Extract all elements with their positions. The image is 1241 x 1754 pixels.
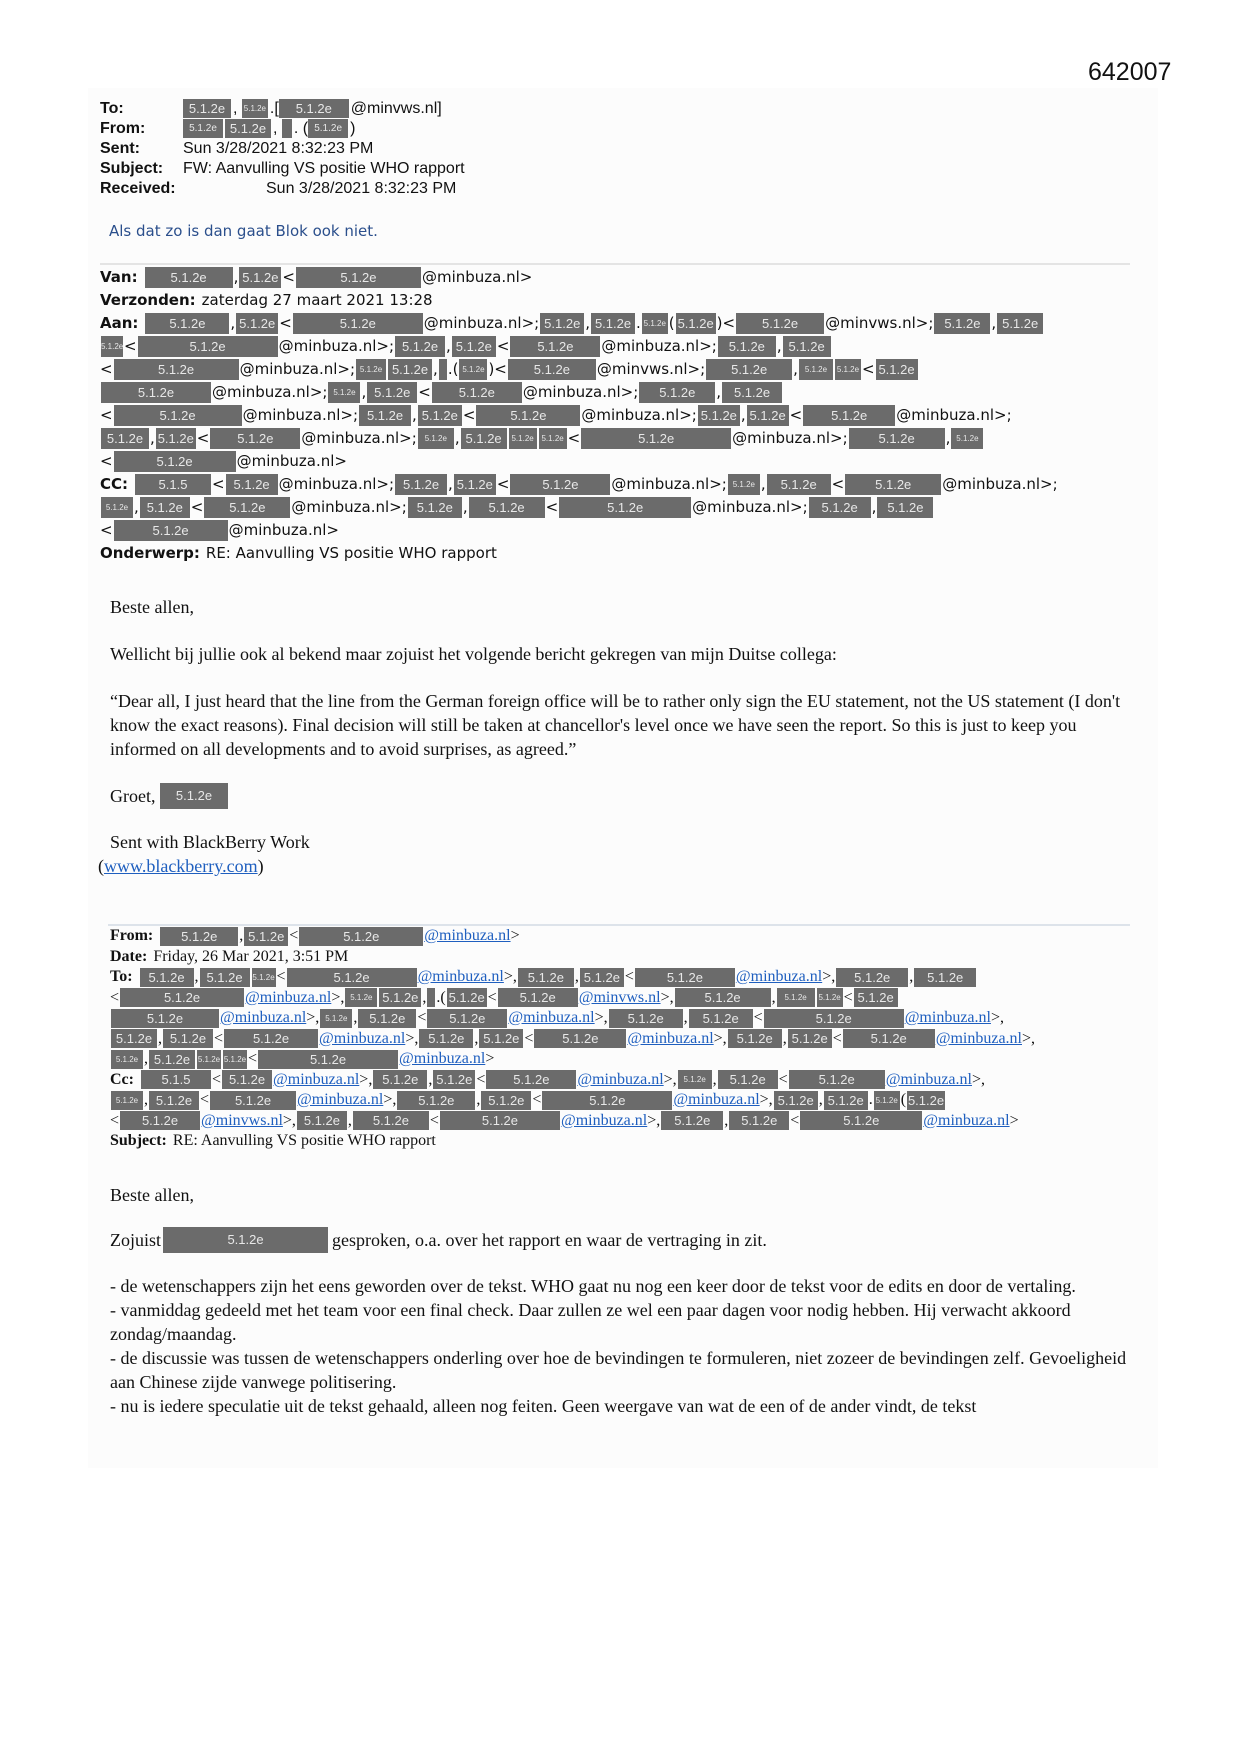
message2-header: [110, 926, 1035, 1152]
onderwerp-value: RE: Aanvulling VS positie WHO rapport: [205, 544, 497, 562]
subject-value: FW: Aanvulling VS positie WHO rapport: [183, 160, 465, 177]
redaction: 5.1.2e: [163, 1227, 328, 1253]
redaction: 5.1.2e: [452, 336, 496, 357]
redaction: [427, 988, 435, 1007]
redaction: 5.1.2e: [114, 405, 242, 426]
redaction: 5.1.2e: [461, 428, 507, 449]
email-domain: @minbuza.nl>;: [242, 406, 359, 424]
redaction: 5.1.2e: [101, 336, 123, 357]
redaction: 5.1.2e: [459, 359, 487, 380]
message1-quote: “Dear all, I just heard that the line from the German foreign office will be to rather only sign the EU statement, not the US statement (I don't know the exact reasons). Final decision will still be taken at chancellor's level once we have seen the report. So this is just to keep you informed on all developments and to avoid surprises, as agreed.”: [110, 691, 1121, 759]
email-domain: @minvws.nl>;: [596, 360, 706, 378]
to-domain: @minvws.nl]: [350, 100, 442, 117]
redaction: 5.1.2e: [138, 336, 278, 357]
closing-text: Groet,: [110, 786, 156, 806]
redaction: 5.1.2e: [876, 359, 918, 380]
redaction: 5.1.2e: [800, 1111, 922, 1130]
redaction: 5.1.2e: [540, 313, 584, 334]
cc-label: Cc:: [110, 1070, 134, 1088]
email-domain: @minbuza.nl>;: [522, 383, 639, 401]
redaction: 5.1.2e: [448, 990, 485, 1006]
redaction: 5.1.2e: [258, 1050, 398, 1069]
redaction: 5.1.2e: [774, 1091, 818, 1110]
onderwerp-label: Onderwerp:: [100, 544, 200, 562]
redaction: 5.1.2e: [510, 336, 600, 357]
redaction: 5.1.2e: [388, 359, 432, 380]
van-label: Van:: [100, 268, 138, 286]
redaction: 5.1.2e: [279, 99, 349, 118]
email-link[interactable]: @minbuza.nl: [935, 1029, 1022, 1047]
email-domain: @minbuza.nl>;: [278, 337, 395, 355]
redaction: 5.1.2e: [408, 497, 462, 518]
cc-label: CC:: [100, 475, 129, 493]
document-id: 642007: [1088, 58, 1172, 86]
email-link[interactable]: @minbuza.nl: [424, 927, 511, 944]
redaction: 5.1.2e: [244, 927, 288, 946]
to-row-2: < 5.1.2e @minbuza.nl >, 5.1.2e 5.1.2e , .( 5.1.2e < 5.1.2e @minvws.nl >, 5.1.2e , 5.1.2e 5.1.2e < 5.1.2e: [110, 988, 1035, 1009]
redaction: 5.1.2e: [736, 313, 824, 334]
redaction: 5.1.2e: [706, 359, 792, 380]
redaction: 5.1.2e: [210, 428, 300, 449]
email-link[interactable]: @minbuza.nl: [560, 1111, 648, 1129]
redaction: 5.1.2e: [508, 359, 596, 380]
email-link[interactable]: @minbuza.nl: [885, 1070, 972, 1088]
redaction: 5.1.2e: [101, 428, 149, 449]
message1-header: [100, 266, 1058, 565]
email-link[interactable]: @minbuza.nl: [399, 1050, 486, 1067]
redaction: 5.1.2e: [367, 382, 417, 403]
redaction: 5.1.2e: [287, 968, 417, 987]
redaction: 5.1.2e: [397, 1091, 475, 1110]
email-domain: @minbuza.nl>;: [301, 429, 417, 447]
redaction: 5.1.2e: [226, 474, 278, 495]
redaction: 5.1.2e: [145, 313, 229, 334]
redaction: 5.1.2e: [580, 968, 624, 987]
bullet-item: - de discussie was tussen de wetenschappers onderling over hoe de bevindingen te formuleren, niet zozeer de bevindingen zelf. Gevoeligheid aan Chinese zijde vanwege politisering.: [110, 1348, 1127, 1392]
cc-row-2: 5.1.2e , 5.1.2e < 5.1.2e @minbuza.nl >, 5.1.2e , 5.1.2e < 5.1.2e @minbuza.nl >, 5.1.2e , 5.1.2e . 5.1.2e ( 5.1.2e: [110, 1090, 1035, 1111]
redaction: 5.1.2e: [722, 382, 782, 403]
email-link[interactable]: @minbuza.nl: [273, 1070, 360, 1088]
separator: [100, 263, 1130, 265]
redaction: 5.1.2e: [747, 405, 789, 426]
message1-signature: Sent with BlackBerry Work: [110, 832, 310, 852]
redaction: 5.1.2e: [120, 1111, 200, 1130]
email-link[interactable]: @minbuza.nl: [735, 968, 823, 985]
van-row: Van: 5.1.2e , 5.1.2e < 5.1.2e @minbuza.nl>: [100, 266, 1058, 289]
redaction: 5.1.2e: [293, 313, 423, 334]
redaction: 5.1.2e: [379, 988, 421, 1007]
redaction: 5.1.2e: [418, 405, 462, 426]
redaction: 5.1.2e: [609, 1009, 683, 1028]
aan-row-2: 5.1.2e < 5.1.2e @minbuza.nl>; 5.1.2e , 5.1.2e < 5.1.2e @minbuza.nl>; 5.1.2e , 5.1.2e: [100, 335, 1058, 358]
redaction: 5.1.2e: [799, 359, 833, 380]
redaction: 5.1.2e: [114, 520, 228, 541]
redaction: 5.1.2e: [642, 313, 668, 334]
redaction: 5.1.2e: [111, 1009, 219, 1028]
redaction: 5.1.2e: [729, 1111, 789, 1130]
sent-row: [100, 139, 465, 159]
email-domain: @minbuza.nl>: [228, 521, 339, 539]
redaction: 5.1.2e: [767, 474, 831, 495]
aan-row-4: 5.1.2e @minbuza.nl>; 5.1.2e , 5.1.2e < 5.1.2e @minbuza.nl>; 5.1.2e , 5.1.2e: [100, 381, 1058, 404]
to-row-5: 5.1.2e , 5.1.2e 5.1.2e 5.1.2e < 5.1.2e @minbuza.nl >: [110, 1049, 1035, 1070]
redaction: 5.1.2e: [951, 428, 983, 449]
redaction: 5.1.2e: [783, 336, 831, 357]
redaction: 5.1.2e: [296, 267, 421, 288]
redaction: 5.1.5: [135, 474, 211, 495]
redaction: 5.1.2e: [454, 474, 496, 495]
redaction: 5.1.2e: [639, 382, 715, 403]
redaction: 5.1.2e: [476, 405, 580, 426]
verzonden-label: Verzonden:: [100, 291, 196, 309]
line1-suffix: gesproken, o.a. over het rapport en waar de vertraging in zit.: [332, 1230, 767, 1250]
redaction: 5.1.2e: [160, 927, 238, 946]
redaction: 5.1.2e: [149, 1050, 195, 1069]
bullet-item: - vanmiddag gedeeld met het team voor een final check. Daar zullen ze wel een paar dagen voor nodig hebben. Hij verwacht akkoord zondag/maandag.: [110, 1300, 1071, 1344]
redaction: 5.1.2e: [581, 428, 731, 449]
redaction: 5.1.2e: [160, 783, 228, 809]
redaction: 5.1.2e: [777, 988, 815, 1007]
redaction: 5.1.2e: [469, 497, 545, 518]
subject-label: Subject:: [110, 1132, 167, 1149]
redaction: 5.1.2e: [824, 1091, 868, 1110]
redaction: 5.1.2e: [356, 359, 386, 380]
redaction: 5.1.2e: [486, 1070, 576, 1089]
cc-row-2: 5.1.2e , 5.1.2e < 5.1.2e @minbuza.nl>; 5.1.2e , 5.1.2e < 5.1.2e @minbuza.nl>; 5.1.2e , 5.1.2e: [100, 496, 1058, 519]
redaction: 5.1.2e: [689, 1009, 753, 1028]
sent-value: Sun 3/28/2021 8:32:23 PM: [183, 140, 374, 157]
redaction: 5.1.2e: [518, 968, 574, 987]
redaction: 5.1.2e: [718, 336, 776, 357]
redaction: 5.1.2e: [359, 405, 411, 426]
redaction: 5.1.2e: [252, 968, 276, 987]
redaction: 5.1.2e: [676, 313, 716, 334]
aan-row-7: < 5.1.2e @minbuza.nl>: [100, 450, 1058, 473]
redaction: 5.1.2e: [698, 405, 740, 426]
to-row-4: 5.1.2e , 5.1.2e < 5.1.2e @minbuza.nl >, 5.1.2e , 5.1.2e < 5.1.2e @minbuza.nl >, 5.1.2e , 5.1.2e < 5.1.2e @minbuza.nl >,: [110, 1029, 1035, 1050]
redaction: 5.1.2e: [225, 119, 271, 138]
redaction: 5.1.2e: [236, 313, 278, 334]
redaction: 5.1.2e: [764, 1009, 904, 1028]
redaction: 5.1.2e: [914, 968, 976, 987]
redaction: 5.1.2e: [678, 1070, 712, 1089]
redaction: 5.1.2e: [299, 927, 423, 946]
redaction: 5.1.2e: [419, 1029, 473, 1048]
redaction: 5.1.2e: [353, 1111, 429, 1130]
email-link[interactable]: @minvws.nl: [201, 1111, 283, 1129]
redaction: 5.1.2e: [849, 428, 945, 449]
verzonden-value: zaterdag 27 maart 2021 13:28: [201, 291, 433, 309]
email-domain: @minbuza.nl>;: [278, 475, 395, 493]
forward-note: Als dat zo is dan gaat Blok ook niet.: [109, 222, 378, 240]
redaction: 5.1.2e: [222, 1070, 272, 1089]
email-link[interactable]: @minbuza.nl: [220, 1009, 307, 1026]
redaction: 5.1.2e: [111, 1050, 143, 1069]
subject-label: Subject:: [100, 160, 164, 177]
redaction: 5.1.2e: [635, 968, 735, 987]
redaction: 5.1.2e: [817, 988, 843, 1007]
redaction: 5.1.2e: [183, 119, 223, 138]
message1-intro: Wellicht bij jullie ook al bekend maar zojuist het volgende bericht gekregen van mijn Duitse collega:: [110, 644, 837, 664]
sent-label: Sent:: [100, 140, 140, 157]
redaction: 5.1.2e: [149, 1091, 199, 1110]
received-row: [100, 179, 465, 199]
aan-row-6: 5.1.2e , 5.1.2e < 5.1.2e @minbuza.nl>; 5.1.2e , 5.1.2e 5.1.2e 5.1.2e < 5.1.2e @minbuza.nl>; 5.1.2e , 5.1.2e: [100, 427, 1058, 450]
date-value: Friday, 26 Mar 2021, 3:51 PM: [153, 947, 349, 965]
redaction: 5.1.2e: [843, 1029, 935, 1048]
email-link[interactable]: @minbuza.nl: [923, 1111, 1010, 1129]
subject-row: [100, 159, 465, 179]
received-label: Received:: [100, 180, 176, 197]
redaction: 5.1.2e: [101, 497, 133, 518]
redaction: 5.1.2e: [223, 1050, 247, 1069]
email-link[interactable]: @minbuza.nl: [627, 1029, 714, 1047]
from-label: From:: [100, 120, 146, 137]
redaction: 5.1.2e: [427, 1009, 507, 1028]
message2-line1: [110, 1227, 1130, 1253]
redaction: 5.1.2e: [395, 474, 447, 495]
to-row: To: 5.1.2e , 5.1.2e 5.1.2e < 5.1.2e @minbuza.nl >, 5.1.2e , 5.1.2e < 5.1.2e @minbuza.nl >, 5.1.2e , 5.1.2e: [110, 967, 1035, 988]
redaction: 5.1.2e: [934, 313, 990, 334]
redaction: 5.1.2e: [789, 1070, 885, 1089]
redaction: 5.1.2e: [242, 99, 268, 118]
email-domain: @minbuza.nl>;: [291, 498, 407, 516]
bullet-item: - nu is iedere speculatie uit de tekst gehaald, alleen nog feiten. Geen weergave van wat de een of de ander vindt, de tekst: [110, 1396, 977, 1416]
redaction: 5.1.2e: [120, 988, 244, 1007]
line1-prefix: Zojuist: [110, 1230, 162, 1250]
redaction: 5.1.2e: [183, 99, 231, 118]
date-row: [110, 947, 1035, 968]
received-value: Sun 3/28/2021 8:32:23 PM: [266, 180, 457, 197]
from-row: From: 5.1.2e 5.1.2e , . ( 5.1.2e ): [100, 120, 356, 137]
redaction: 5.1.2e: [845, 474, 941, 495]
date-label: Date:: [110, 947, 148, 965]
aan-row-3: < 5.1.2e @minbuza.nl>; 5.1.2e 5.1.2e , .( 5.1.2e )< 5.1.2e @minvws.nl>; 5.1.2e , 5.1.2e 5.1.2e < 5.1.2e: [100, 358, 1058, 381]
redaction: 5.1.2e: [675, 988, 771, 1007]
redaction: 5.1.2e: [440, 1111, 560, 1130]
email-domain: @minbuza.nl>;: [239, 360, 356, 378]
email-link[interactable]: @minbuza.nl: [904, 1009, 991, 1026]
redaction: 5.1.5: [141, 1070, 211, 1089]
email-domain: @minbuza.nl>;: [732, 429, 848, 447]
verzonden-row: [100, 289, 1058, 312]
redaction: 5.1.2e: [534, 1029, 626, 1048]
email-domain: @minbuza.nl>;: [581, 406, 697, 424]
redaction: 5.1.2e: [197, 1050, 221, 1069]
email-domain: @minbuza.nl>;: [942, 475, 1058, 493]
email-link[interactable]: @minbuza.nl: [417, 968, 504, 985]
redaction: 5.1.2e: [358, 1009, 416, 1028]
email-link[interactable]: @minbuza.nl: [673, 1091, 760, 1108]
redaction: 5.1.2e: [114, 359, 239, 380]
message1-signature-link-wrap: (www.blackberry.com): [98, 856, 264, 876]
redaction: 5.1.2e: [140, 497, 190, 518]
email-domain: @minvws.nl>;: [825, 314, 934, 332]
redaction: 5.1.2e: [224, 1029, 318, 1048]
redaction: 5.1.2e: [718, 1070, 778, 1089]
redaction: 5.1.2e: [510, 474, 610, 495]
redaction: 5.1.2e: [328, 382, 360, 403]
onderwerp-row: [100, 542, 1058, 565]
aan-row-5: < 5.1.2e @minbuza.nl>; 5.1.2e , 5.1.2e < 5.1.2e @minbuza.nl>; 5.1.2e , 5.1.2e < 5.1.2e @minbuza.nl>;: [100, 404, 1058, 427]
redaction: 5.1.2e: [874, 1091, 900, 1110]
email-domain: @minbuza.nl>;: [212, 383, 328, 401]
redaction: 5.1.2e: [239, 267, 281, 288]
redaction: 5.1.2e: [114, 451, 236, 472]
redaction: 5.1.2e: [111, 1029, 157, 1048]
email-domain: @minbuza.nl>;: [611, 475, 727, 493]
redaction: 5.1.2e: [481, 1091, 531, 1110]
to-label: To:: [110, 968, 133, 985]
redaction: 5.1.2e: [163, 1029, 213, 1048]
redaction: 5.1.2e: [395, 336, 445, 357]
redaction: 5.1.2e: [432, 382, 522, 403]
redaction: 5.1.2e: [373, 1070, 427, 1089]
from-label: From:: [110, 927, 154, 944]
message1-greeting: Beste allen,: [110, 597, 194, 617]
email-domain: @minbuza.nl>;: [896, 406, 1012, 424]
cc-row: Cc: 5.1.5 < 5.1.2e @minbuza.nl >, 5.1.2e , 5.1.2e < 5.1.2e @minbuza.nl >, 5.1.2e , 5.1.2e < 5.1.2e @minbuza.nl >,: [110, 1070, 1035, 1091]
redaction: 5.1.2e: [559, 497, 691, 518]
message2-bullets: [110, 1274, 1130, 1418]
van-domain: @minbuza.nl>: [421, 268, 533, 286]
aan-row: Aan: 5.1.2e , 5.1.2e < 5.1.2e @minbuza.nl>; 5.1.2e , 5.1.2e . 5.1.2e ( 5.1.2e )< 5.1.2e @minvws.nl>; 5.1.2e , 5.1.2e: [100, 312, 1058, 335]
email-link[interactable]: @minbuza.nl: [245, 988, 332, 1006]
message2-greeting: Beste allen,: [110, 1185, 194, 1205]
redaction: 5.1.2e: [204, 497, 290, 518]
redaction: 5.1.2e: [836, 968, 908, 987]
redaction: [439, 359, 447, 380]
redaction: 5.1.2e: [809, 497, 871, 518]
from-row: From: 5.1.2e , 5.1.2e < 5.1.2e @minbuza.nl >: [110, 926, 1035, 947]
aan-label: Aan:: [100, 314, 139, 332]
redaction: 5.1.2e: [156, 428, 196, 449]
redaction: 5.1.2e: [539, 428, 567, 449]
redaction: 5.1.2e: [661, 1111, 723, 1130]
redaction: [282, 119, 292, 138]
message1-closing: [110, 783, 228, 809]
redaction: 5.1.2e: [728, 1029, 782, 1048]
redaction: 5.1.2e: [297, 1111, 347, 1130]
email-domain: @minbuza.nl>;: [692, 498, 808, 516]
redaction: 5.1.2e: [835, 359, 861, 380]
to-row: To: 5.1.2e , 5.1.2e .[ 5.1.2e @minvws.nl]: [100, 100, 442, 117]
redaction: 5.1.2e: [591, 313, 635, 334]
redaction: 5.1.2e: [479, 1029, 523, 1048]
redaction: 5.1.2e: [498, 988, 578, 1007]
outer-email-header: [100, 99, 465, 199]
redaction: 5.1.2e: [509, 428, 537, 449]
email-link[interactable]: @minvws.nl: [578, 988, 661, 1006]
redaction: 5.1.2e: [101, 382, 211, 403]
redaction: 5.1.2e: [854, 988, 898, 1007]
redaction: 5.1.2e: [200, 968, 250, 987]
subject-value: RE: Aanvulling VS positie WHO rapport: [172, 1132, 436, 1149]
to-label: To:: [100, 100, 124, 117]
email-link[interactable]: @minbuza.nl: [319, 1029, 406, 1047]
redaction: 5.1.2e: [140, 968, 194, 987]
redaction: 5.1.2e: [418, 428, 454, 449]
bullet-item: - de wetenschappers zijn het eens geworden over de tekst. WHO gaat nu nog een keer door de tekst voor de edits en door de vertaling.: [110, 1276, 1076, 1296]
blackberry-link[interactable]: www.blackberry.com: [104, 856, 258, 876]
redaction: 5.1.2e: [111, 1091, 143, 1110]
email-link[interactable]: @minbuza.nl: [577, 1070, 664, 1088]
cc-row-3: < 5.1.2e @minbuza.nl>: [100, 519, 1058, 542]
email-link[interactable]: @minbuza.nl: [297, 1091, 384, 1108]
cc-row: CC: 5.1.5 < 5.1.2e @minbuza.nl>; 5.1.2e , 5.1.2e < 5.1.2e @minbuza.nl>; 5.1.2e , 5.1.2e < 5.1.2e @minbuza.nl>;: [100, 473, 1058, 496]
email-domain: @minbuza.nl>;: [423, 314, 540, 332]
redaction: 5.1.2e: [907, 1092, 945, 1108]
redaction: 5.1.2e: [788, 1029, 832, 1048]
redaction: 5.1.2e: [728, 474, 760, 495]
redaction: 5.1.2e: [433, 1070, 475, 1089]
redaction: 5.1.2e: [997, 313, 1043, 334]
cc-row-3: < 5.1.2e @minvws.nl >, 5.1.2e , 5.1.2e < 5.1.2e @minbuza.nl >, 5.1.2e , 5.1.2e < 5.1.2e @minbuza.nl >: [110, 1111, 1035, 1132]
redaction: 5.1.2e: [803, 405, 895, 426]
email-domain: @minbuza.nl>: [236, 452, 347, 470]
redaction: 5.1.2e: [320, 1009, 352, 1028]
email-link[interactable]: @minbuza.nl: [508, 1009, 595, 1026]
to-row-3: 5.1.2e @minbuza.nl >, 5.1.2e , 5.1.2e < 5.1.2e @minbuza.nl >, 5.1.2e , 5.1.2e < 5.1.2e @minbuza.nl >,: [110, 1008, 1035, 1029]
subject-row: [110, 1131, 1035, 1152]
email-domain: @minbuza.nl>;: [601, 337, 717, 355]
redaction: 5.1.2e: [210, 1091, 296, 1110]
redaction: 5.1.2e: [542, 1091, 672, 1110]
redaction: 5.1.2e: [145, 267, 233, 288]
redaction: 5.1.2e: [308, 119, 348, 138]
redaction: 5.1.2e: [877, 497, 933, 518]
redaction: 5.1.2e: [345, 988, 377, 1007]
